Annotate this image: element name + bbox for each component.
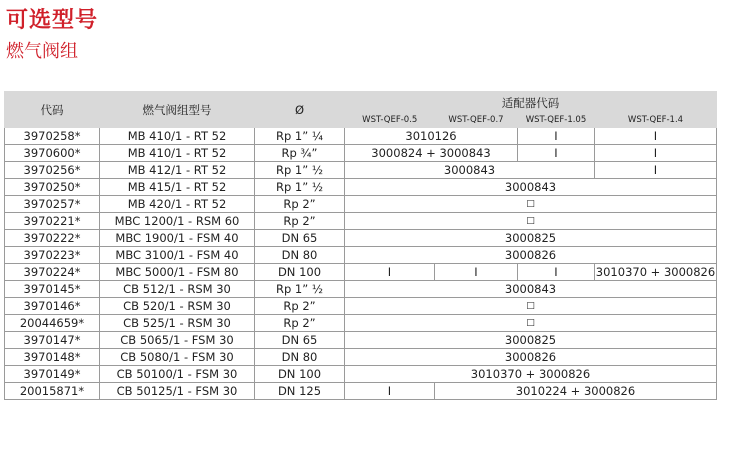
cell-adapter: 3000826 — [345, 247, 717, 264]
cell-model: MBC 3100/1 - FSM 40 — [100, 247, 255, 264]
cell-code: 3970257* — [5, 196, 100, 213]
header-adapter-0-7: WST-QEF-0.7 — [435, 113, 518, 128]
cell-code: 3970258* — [5, 128, 100, 145]
cell-model: MB 415/1 - RT 52 — [100, 179, 255, 196]
table-row — [5, 230, 717, 247]
cell-adapter: 3000843 — [345, 281, 717, 298]
header-diameter: Ø — [255, 92, 345, 128]
cell-model: MB 420/1 - RT 52 — [100, 196, 255, 213]
cell-diameter: DN 80 — [255, 247, 345, 264]
cell-model: CB 50100/1 - FSM 30 — [100, 366, 255, 383]
table-row — [5, 264, 717, 281]
cell-diameter: Rp 1” ½ — [255, 281, 345, 298]
cell-adapter: □ — [345, 196, 717, 213]
cell-adapter: I — [595, 145, 717, 162]
cell-code: 3970147* — [5, 332, 100, 349]
cell-code: 3970145* — [5, 281, 100, 298]
cell-diameter: Rp 1” ½ — [255, 162, 345, 179]
cell-adapter: 3000825 — [345, 230, 717, 247]
cell-diameter: DN 100 — [255, 264, 345, 281]
table-row — [5, 298, 717, 315]
cell-model: CB 512/1 - RSM 30 — [100, 281, 255, 298]
cell-adapter: 3000825 — [345, 332, 717, 349]
cell-diameter: DN 80 — [255, 349, 345, 366]
page-title: 可选型号 — [6, 8, 99, 33]
cell-model: MBC 1900/1 - FSM 40 — [100, 230, 255, 247]
cell-diameter: Rp 1” ½ — [255, 179, 345, 196]
table-row — [5, 383, 717, 400]
table-row — [5, 247, 717, 264]
header-adapter-group: 适配器代码 — [345, 92, 717, 113]
header-adapter-1-05: WST-QEF-1.05 — [518, 113, 595, 128]
cell-model: MB 412/1 - RT 52 — [100, 162, 255, 179]
cell-adapter: I — [345, 383, 435, 400]
table-row — [5, 366, 717, 383]
section-subtitle: 燃气阀组 — [6, 41, 78, 62]
cell-model: CB 525/1 - RSM 30 — [100, 315, 255, 332]
cell-diameter: DN 65 — [255, 230, 345, 247]
cell-model: MBC 1200/1 - RSM 60 — [100, 213, 255, 230]
cell-code: 3970256* — [5, 162, 100, 179]
table-row — [5, 162, 717, 179]
cell-code: 3970148* — [5, 349, 100, 366]
table-row — [5, 315, 717, 332]
cell-adapter: 3010126 — [345, 128, 518, 145]
header-adapter-0-5: WST-QEF-0.5 — [345, 113, 435, 128]
cell-adapter: I — [518, 145, 595, 162]
cell-adapter: 3000843 — [345, 179, 717, 196]
cell-diameter: Rp 2” — [255, 315, 345, 332]
cell-code: 3970221* — [5, 213, 100, 230]
cell-code: 3970600* — [5, 145, 100, 162]
cell-code: 3970222* — [5, 230, 100, 247]
cell-code: 3970146* — [5, 298, 100, 315]
cell-code: 20044659* — [5, 315, 100, 332]
table-row — [5, 179, 717, 196]
cell-diameter: Rp 2” — [255, 298, 345, 315]
cell-adapter: I — [518, 128, 595, 145]
header-model: 燃气阀组型号 — [100, 92, 255, 128]
cell-model: MBC 5000/1 - FSM 80 — [100, 264, 255, 281]
cell-adapter: □ — [345, 315, 717, 332]
cell-adapter: 3010370 + 3000826 — [595, 265, 716, 279]
cell-diameter: DN 125 — [255, 383, 345, 400]
cell-diameter: Rp 2” — [255, 213, 345, 230]
cell-diameter: Rp 2” — [255, 196, 345, 213]
cell-model: CB 5080/1 - FSM 30 — [100, 349, 255, 366]
cell-adapter: 3000826 — [345, 349, 717, 366]
table-row — [5, 213, 717, 230]
cell-code: 3970224* — [5, 264, 100, 281]
cell-model: MB 410/1 - RT 52 — [100, 128, 255, 145]
cell-adapter: 3010224 + 3000826 — [435, 383, 717, 400]
cell-diameter: Rp ¾” — [255, 145, 345, 162]
cell-model: CB 5065/1 - FSM 30 — [100, 332, 255, 349]
cell-adapter: I — [435, 264, 518, 281]
gas-valve-table — [4, 91, 717, 400]
table-row — [5, 281, 717, 298]
cell-adapter: I — [595, 162, 717, 179]
cell-adapter: I — [518, 264, 595, 281]
cell-code: 3970223* — [5, 247, 100, 264]
cell-code: 3970149* — [5, 366, 100, 383]
table-row — [5, 128, 717, 145]
cell-adapter: 3010370 + 3000826 — [345, 366, 717, 383]
cell-model: CB 50125/1 - FSM 30 — [100, 383, 255, 400]
table-row — [5, 145, 717, 162]
cell-diameter: DN 65 — [255, 332, 345, 349]
cell-code: 3970250* — [5, 179, 100, 196]
cell-diameter: Rp 1” ¼ — [255, 128, 345, 145]
cell-adapter: □ — [345, 298, 717, 315]
cell-adapter: I — [345, 264, 435, 281]
cell-diameter: DN 100 — [255, 366, 345, 383]
table-row — [5, 332, 717, 349]
table-row — [5, 349, 717, 366]
cell-model: CB 520/1 - RSM 30 — [100, 298, 255, 315]
cell-adapter: I — [595, 128, 717, 145]
cell-code: 20015871* — [5, 383, 100, 400]
cell-model: MB 410/1 - RT 52 — [100, 145, 255, 162]
header-adapter-1-4: WST-QEF-1.4 — [595, 113, 717, 128]
cell-adapter: 3000824 + 3000843 — [345, 145, 518, 162]
cell-adapter: □ — [345, 213, 717, 230]
cell-adapter: 3000843 — [345, 162, 595, 179]
header-code: 代码 — [5, 92, 100, 128]
table-row — [5, 196, 717, 213]
